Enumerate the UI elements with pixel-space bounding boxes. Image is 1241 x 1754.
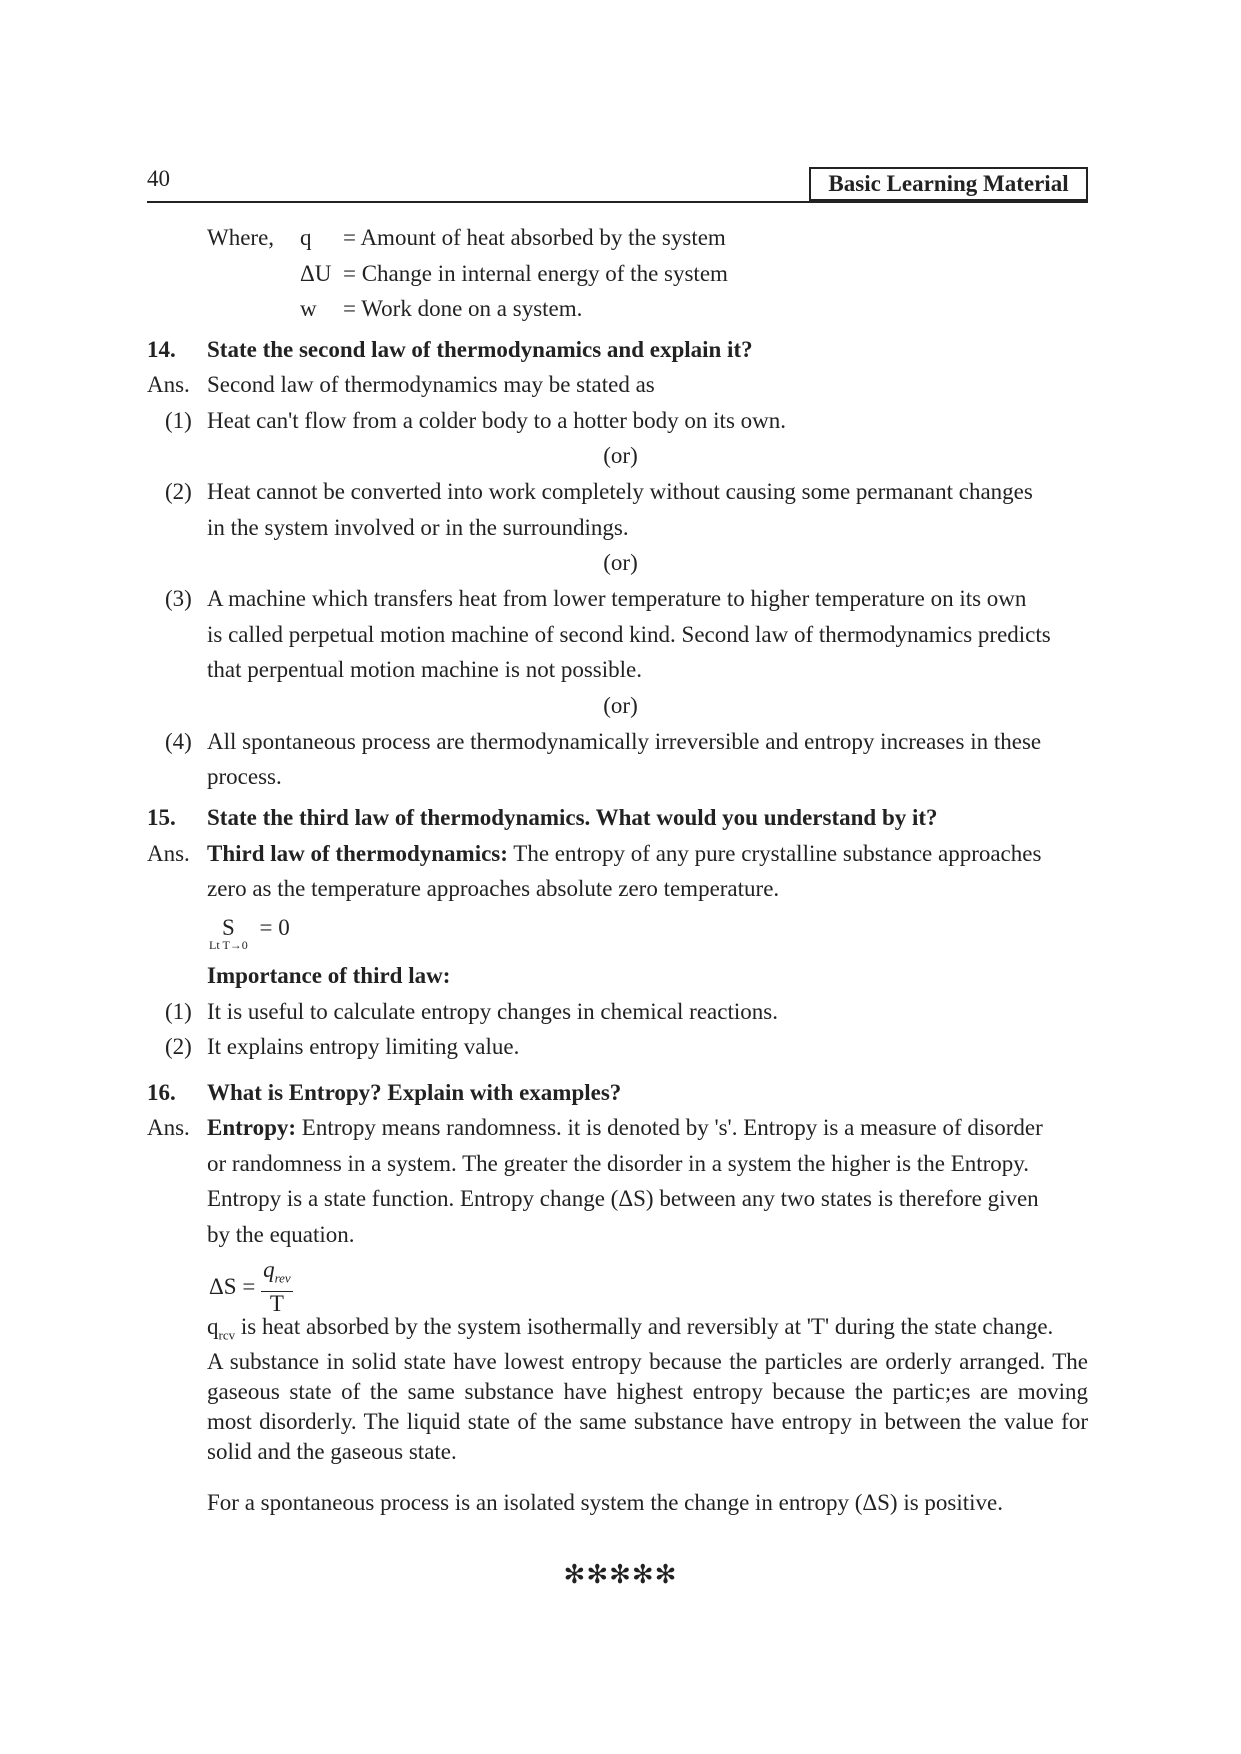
q15-line-2: zero as the temperature approaches absolute zero temperature. xyxy=(207,876,780,901)
q15-line-1 xyxy=(207,839,1041,869)
q16-number: 16. xyxy=(147,1080,176,1105)
entropy-numerator-q: q xyxy=(263,1257,275,1282)
header-rule xyxy=(147,201,1088,203)
q16-term: Entropy: xyxy=(207,1115,297,1140)
q14-item-2-line-1: Heat cannot be converted into work completely without causing some permanant changes xyxy=(207,479,1033,504)
where-label: Where, xyxy=(207,225,275,250)
importance-1-text: It is useful to calculate entropy changes in chemical reactions. xyxy=(207,999,778,1024)
q14-intro: Second law of thermodynamics may be stated as xyxy=(207,372,655,397)
entropy-denominator: T xyxy=(269,1290,284,1316)
entropy-formula-lhs: ΔS = xyxy=(209,1273,256,1299)
q15-ans-label: Ans. xyxy=(147,841,190,866)
q14-question: State the second law of thermodynamics and explain it? xyxy=(207,337,753,362)
q14-item-3-line-1: A machine which transfers heat from lower temperature to higher temperature on its own xyxy=(207,586,1027,611)
entropy-numerator-sub: rev xyxy=(274,1270,291,1286)
header-title: Basic Learning Material xyxy=(809,167,1088,201)
q14-item-1-line-1: Heat can't flow from a colder body to a hotter body on its own. xyxy=(207,408,786,433)
q14-item-3-num: (3) xyxy=(165,586,192,611)
q14-item-4-num: (4) xyxy=(165,729,192,754)
qrev-symbol: q xyxy=(207,1314,219,1339)
entropy-fraction xyxy=(261,1258,293,1316)
importance-heading: Importance of third law: xyxy=(207,963,451,988)
where-def-du: = Change in internal energy of the system xyxy=(343,261,728,286)
formula-s: S xyxy=(221,915,235,940)
qrev-sub: rcv xyxy=(218,1327,236,1343)
q14-item-3-line-3: that perpentual motion machine is not possible. xyxy=(207,657,643,682)
end-mark: ✻✻✻✻✻ xyxy=(563,1560,678,1589)
page-number: 40 xyxy=(147,166,170,191)
q14-item-4-line-2: process. xyxy=(207,764,282,789)
q14-or-3: (or) xyxy=(603,693,638,718)
q16-ans-label: Ans. xyxy=(147,1115,190,1140)
where-def-w: = Work done on a system. xyxy=(343,296,583,321)
q16-line-2: or randomness in a system. The greater the disorder in a system the higher is the Entropy. xyxy=(207,1151,1030,1176)
q15-term: Third law of thermodynamics: xyxy=(207,841,508,866)
entropy-formula xyxy=(209,1258,293,1316)
q15-number: 15. xyxy=(147,805,176,830)
third-law-formula xyxy=(209,915,290,951)
formula-limit: Lt T→0 xyxy=(209,938,248,952)
q14-number: 14. xyxy=(147,337,176,362)
qrev-text: is heat absorbed by the system isothermally and reversibly at 'T' during the state change. xyxy=(240,1314,1054,1339)
q14-ans-label: Ans. xyxy=(147,372,190,397)
q16-question: What is Entropy? Explain with examples? xyxy=(207,1080,622,1105)
q14-item-3-line-2: is called perpetual motion machine of second kind. Second law of thermodynamics predicts xyxy=(207,622,1051,647)
q14-item-4-line-1: All spontaneous process are thermodynamically irreversible and entropy increases in these xyxy=(207,729,1042,754)
q16-line-3: Entropy is a state function. Entropy change (ΔS) between any two states is therefore given xyxy=(207,1186,1039,1211)
qrev-line xyxy=(207,1312,1053,1351)
entropy-numerator xyxy=(261,1258,293,1292)
q16-line-1-text: Entropy means randomness. it is denoted by 's'. Entropy is a measure of disorder xyxy=(301,1115,1043,1140)
q16-line-1 xyxy=(207,1113,1043,1143)
q15-line-1-text: The entropy of any pure crystalline substance approaches xyxy=(513,841,1042,866)
q16-line-4: by the equation. xyxy=(207,1222,355,1247)
q14-or-1: (or) xyxy=(603,443,638,468)
q16-last-line: For a spontaneous process is an isolated system the change in entropy (ΔS) is positive. xyxy=(207,1490,1004,1515)
q14-item-2-num: (2) xyxy=(165,479,192,504)
where-sym-w: w xyxy=(300,296,317,321)
q14-or-2: (or) xyxy=(603,550,638,575)
q15-question: State the third law of thermodynamics. What would you understand by it? xyxy=(207,805,938,830)
q16-paragraph: A substance in solid state have lowest entropy because the particles are orderly arranged. The gaseous state of the same substance have highest entropy because the partic;es are moving most disorderly. The liquid state of the same substance have entropy in between the value for solid and the gaseous state. xyxy=(207,1349,1088,1464)
importance-1-num: (1) xyxy=(165,999,192,1024)
where-def-q: = Amount of heat absorbed by the system xyxy=(343,225,726,250)
importance-2-num: (2) xyxy=(165,1034,192,1059)
q14-item-1-num: (1) xyxy=(165,408,192,433)
where-sym-q: q xyxy=(300,225,312,250)
q14-item-2-line-2: in the system involved or in the surroundings. xyxy=(207,515,629,540)
formula-rhs: = 0 xyxy=(259,915,290,940)
importance-2-text: It explains entropy limiting value. xyxy=(207,1034,520,1059)
where-sym-du: ΔU xyxy=(300,261,332,286)
